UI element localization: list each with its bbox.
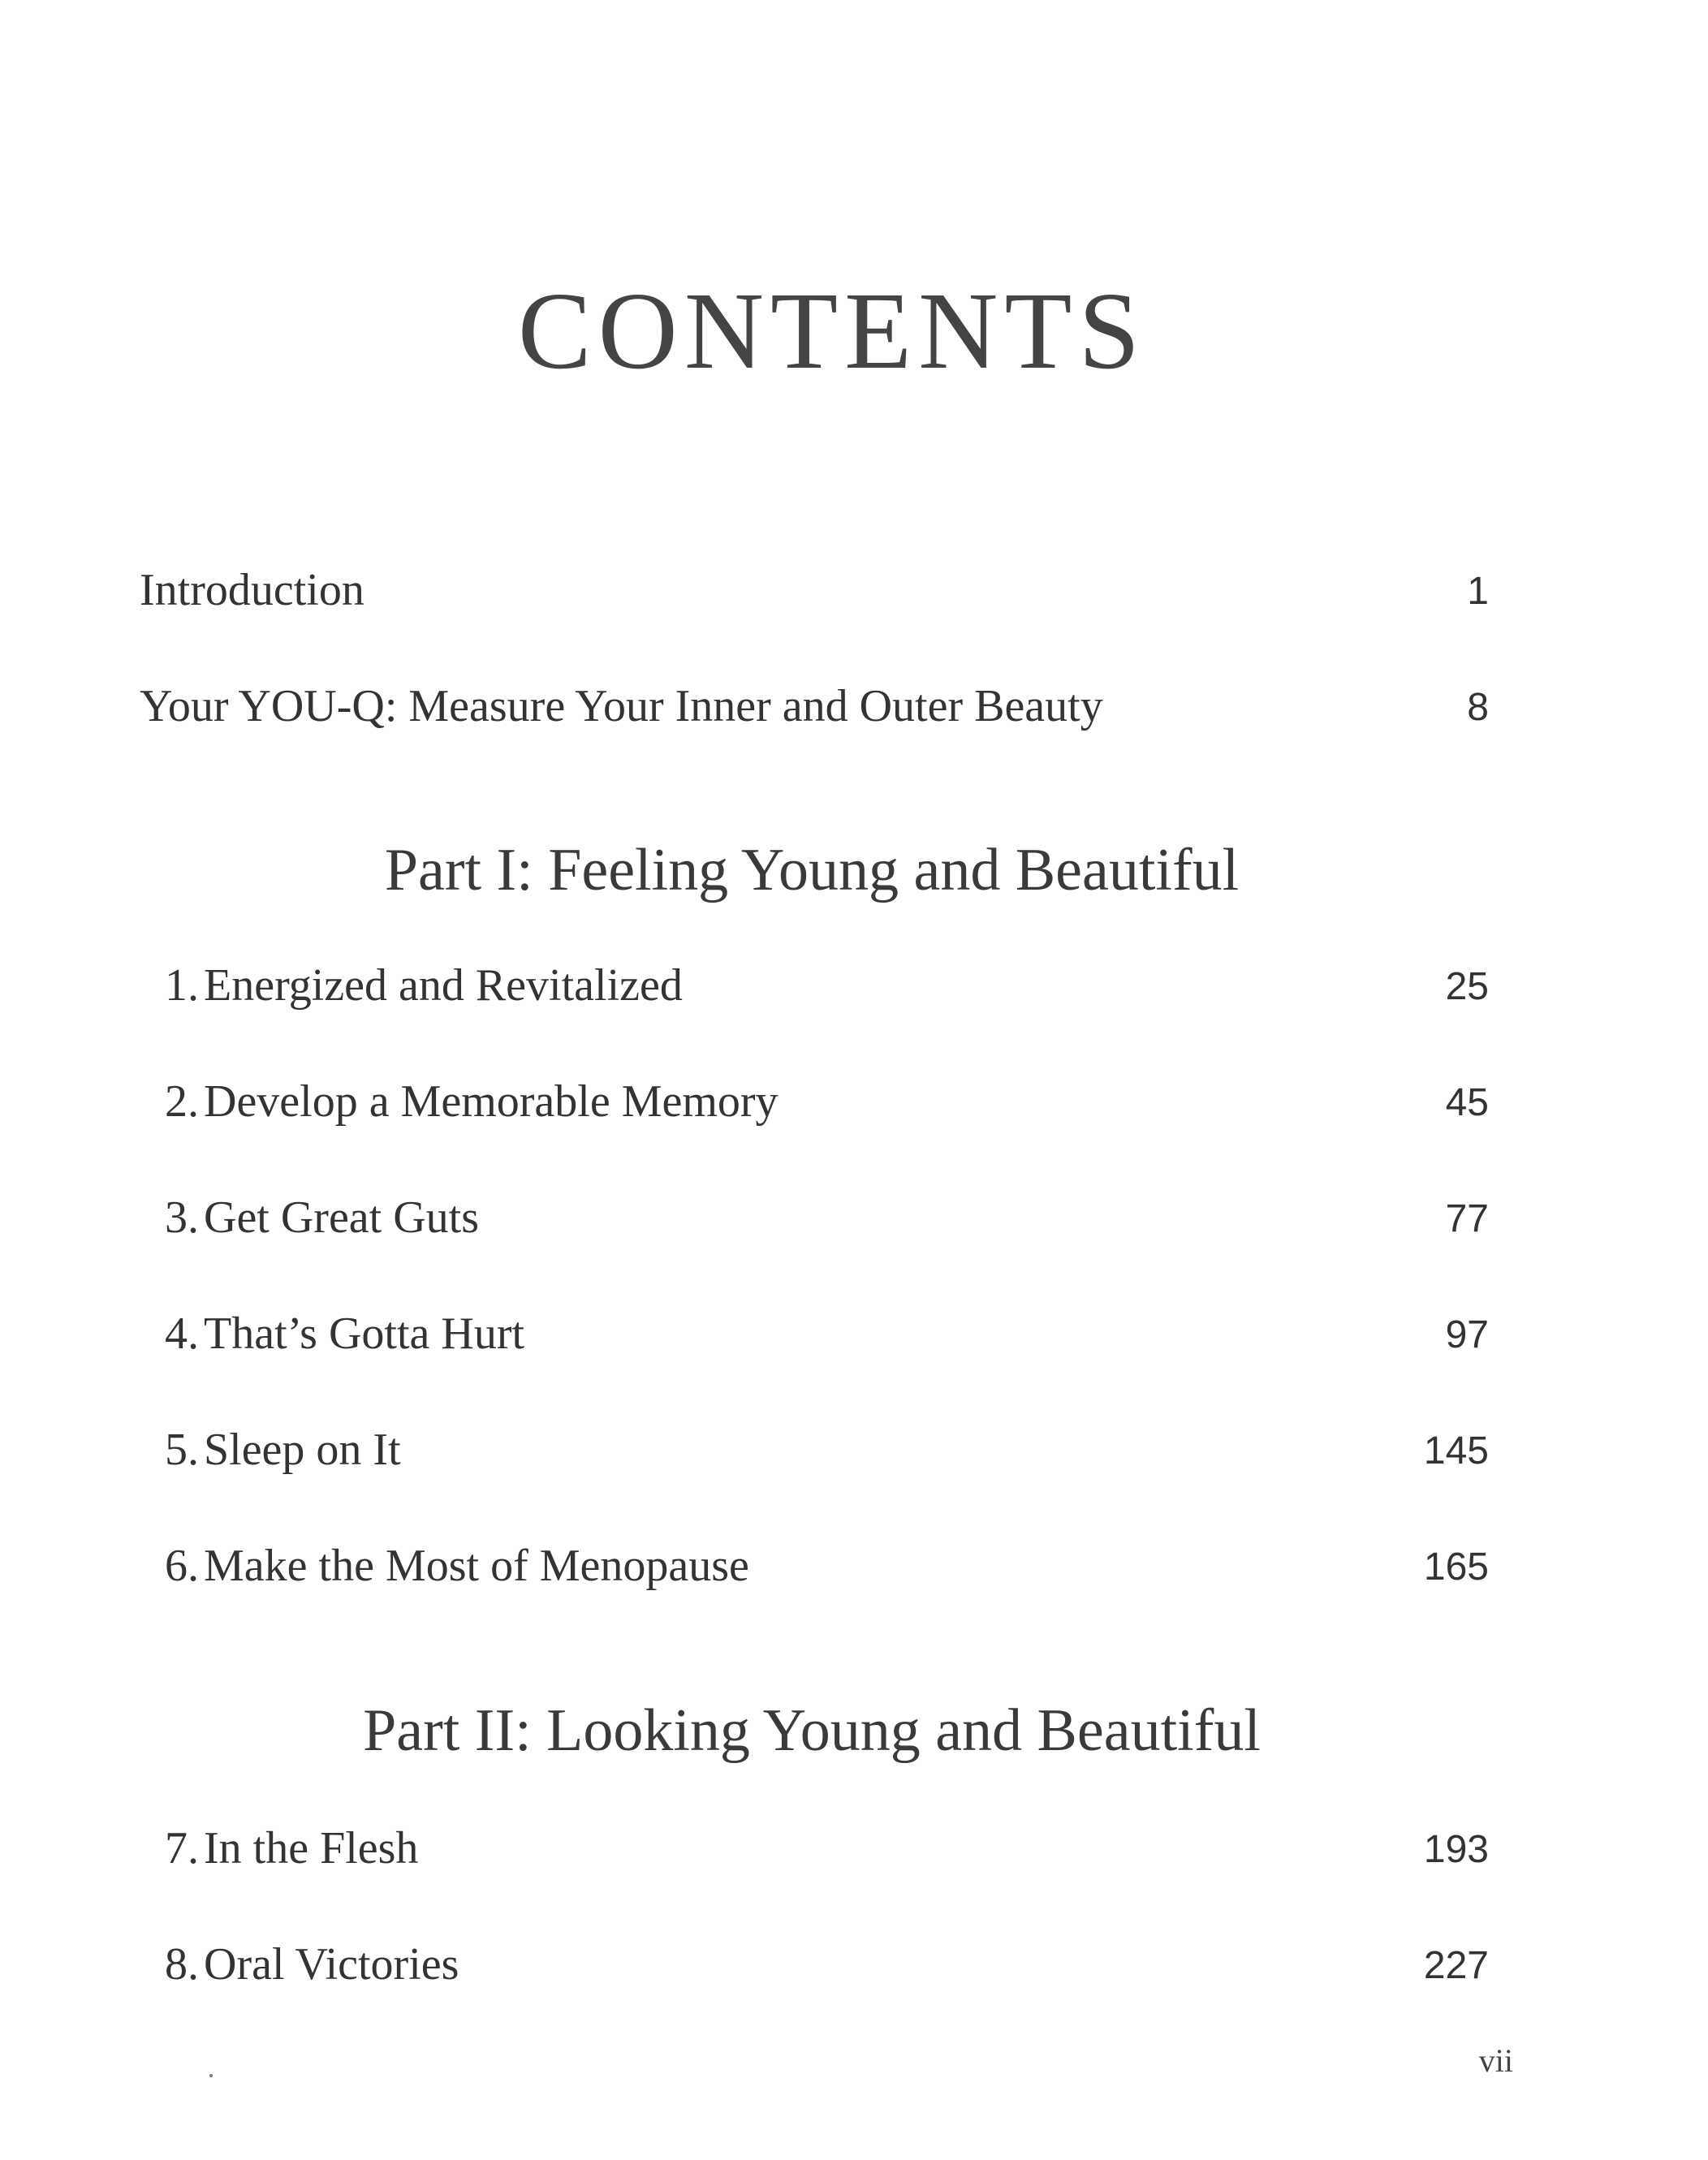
chapter-number: 6.	[165, 1541, 199, 1591]
toc-entry-page: 1	[1467, 570, 1489, 613]
toc-entry-label: Introduction	[140, 565, 364, 615]
chapter-title: Sleep on It	[204, 1425, 401, 1475]
chapter-number: 1.	[165, 960, 199, 1011]
chapter-title: Get Great Guts	[204, 1192, 480, 1243]
toc-entry-introduction[interactable]	[0, 564, 1708, 637]
toc-entry-page: 25	[1445, 965, 1489, 1008]
chapter-number: 7.	[165, 1823, 199, 1873]
toc-entry-label	[165, 1076, 779, 1127]
toc-entry-page: 8	[1467, 686, 1489, 729]
toc-entry-label	[165, 1540, 749, 1592]
toc-entry-page: 227	[1423, 1944, 1489, 1987]
toc-entry-page: 165	[1423, 1546, 1489, 1589]
part-heading-1: Part I: Feeling Young and Beautiful	[384, 837, 1240, 903]
toc-entry-page: 193	[1423, 1828, 1489, 1871]
toc-chapter-6[interactable]	[0, 1540, 1708, 1613]
toc-entry-label	[165, 1938, 459, 1990]
chapter-number: 2.	[165, 1076, 199, 1127]
page-title: CONTENTS	[517, 270, 1147, 392]
toc-entry-label	[165, 1822, 418, 1874]
toc-entry-page: 97	[1445, 1313, 1489, 1356]
toc-chapter-5[interactable]	[0, 1424, 1708, 1497]
chapter-title: Develop a Memorable Memory	[204, 1076, 779, 1127]
chapter-title: Energized and Revitalized	[204, 960, 683, 1011]
chapter-number: 4.	[165, 1309, 199, 1359]
part-heading-2: Part II: Looking Young and Beautiful	[363, 1697, 1261, 1764]
toc-entry-page: 77	[1445, 1197, 1489, 1240]
toc-chapter-1[interactable]	[0, 959, 1708, 1033]
chapter-number: 8.	[165, 1939, 199, 1990]
toc-entry-label	[165, 1424, 401, 1476]
toc-entry-label: Your YOU-Q: Measure Your Inner and Outer Beauty	[140, 681, 1103, 731]
chapter-title: In the Flesh	[204, 1823, 419, 1873]
chapter-title: Oral Victories	[204, 1939, 459, 1990]
chapter-number: 3.	[165, 1192, 199, 1243]
scan-speck	[209, 2074, 213, 2077]
toc-entry-page: 145	[1423, 1429, 1489, 1472]
chapter-number: 5.	[165, 1425, 199, 1475]
page-number-folio: vii	[1478, 2042, 1513, 2079]
toc-entry-you-q[interactable]	[0, 680, 1708, 753]
toc-entry-label	[165, 1192, 479, 1244]
chapter-title: Make the Most of Menopause	[204, 1541, 749, 1591]
toc-entry-page: 45	[1445, 1081, 1489, 1124]
toc-entry-label	[165, 1308, 524, 1360]
toc-chapter-4[interactable]	[0, 1308, 1708, 1381]
toc-chapter-2[interactable]	[0, 1076, 1708, 1149]
toc-chapter-7[interactable]	[0, 1822, 1708, 1895]
toc-entry-label	[165, 959, 683, 1011]
toc-chapter-3[interactable]	[0, 1192, 1708, 1265]
toc-chapter-8[interactable]	[0, 1938, 1708, 2011]
chapter-title: That’s Gotta Hurt	[204, 1309, 525, 1359]
